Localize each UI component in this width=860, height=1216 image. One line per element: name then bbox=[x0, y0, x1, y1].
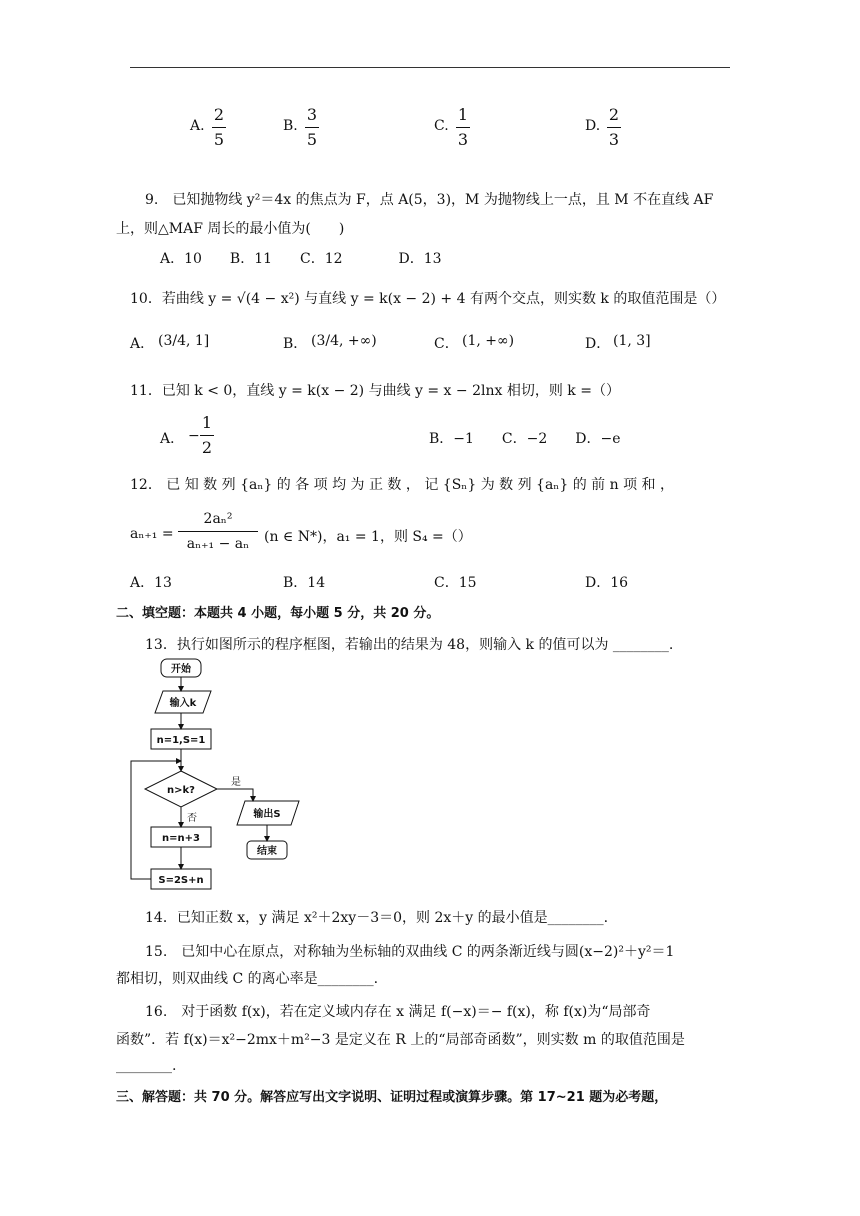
q10-option-b-value: (3/4, +∞) bbox=[311, 333, 377, 349]
denominator: 3 bbox=[457, 130, 469, 149]
q9-stem-line1: 9. 已知抛物线 y²＝4x 的焦点为 F，点 A(5，3)，M 为抛物线上一点，且 M 不在直线 AF bbox=[145, 192, 714, 208]
flow-condition-text: n>k? bbox=[167, 785, 195, 796]
q8-option-c-fraction bbox=[456, 106, 470, 149]
q10-option-a-value: (3/4, 1] bbox=[158, 333, 210, 349]
q9-options: A．10 B．11 C．12 D．13 bbox=[160, 251, 442, 267]
q15-stem-line2: 都相切，则双曲线 C 的离心率是________. bbox=[116, 971, 379, 987]
q12-option-d: D．16 bbox=[585, 575, 629, 591]
numerator: 1 bbox=[201, 413, 213, 432]
flow-start-text: 开始 bbox=[171, 664, 191, 675]
q11-option-a-sign: − bbox=[188, 428, 200, 444]
q13-stem: 13．执行如图所示的程序框图，若输出的结果为 48，则输入 k 的值可以为 ________. bbox=[145, 637, 674, 653]
q8-option-c-label: C. bbox=[434, 118, 449, 134]
denominator: 5 bbox=[306, 130, 318, 149]
q8-option-d-fraction bbox=[607, 106, 621, 149]
q16-stem-line1: 16. 对于函数 f(x)，若在定义域内存在 x 满足 f(−x)＝− f(x)，称 f(x)为“局部奇 bbox=[145, 1004, 651, 1020]
q12-formula-tail: (n ∈ N*)，a₁ = 1，则 S₄ =（） bbox=[264, 529, 472, 545]
q16-stem-line3: ________. bbox=[116, 1058, 177, 1074]
q12-stem-line1: 12． 已 知 数 列 {aₙ} 的 各 项 均 为 正 数 ， 记 {Sₙ} 为 数 列 {aₙ} 的 前 n 项 和 ， bbox=[130, 477, 674, 493]
denominator: 2 bbox=[201, 438, 213, 457]
q11-stem: 11．已知 k < 0，直线 y = k(x − 2) 与曲线 y = x − 2lnx 相切，则 k =（） bbox=[130, 383, 620, 399]
q14-stem: 14．已知正数 x，y 满足 x²＋2xy－3＝0，则 2x＋y 的最小值是________. bbox=[145, 910, 609, 926]
q11-options-rest: B．−1 C．−2 D．−e bbox=[429, 431, 621, 447]
q10-option-d-value: (1, 3] bbox=[613, 333, 651, 349]
denominator: aₙ₊₁ − aₙ bbox=[186, 536, 250, 552]
section-2-heading: 二、填空题：本题共 4 小题，每小题 5 分，共 20 分。 bbox=[116, 606, 440, 621]
q8-option-a-fraction bbox=[212, 106, 226, 149]
q10-option-d-label: D． bbox=[585, 336, 611, 352]
denominator: 5 bbox=[213, 130, 225, 149]
q16-stem-line2: 函数”．若 f(x)＝x²−2mx＋m²−3 是定义在 R 上的“局部奇函数”，则实数 m 的取值范围是 bbox=[116, 1032, 685, 1048]
q12-option-a: A．13 bbox=[130, 575, 172, 591]
q8-option-a-label: A. bbox=[190, 118, 205, 134]
q12-option-c: C．15 bbox=[434, 575, 477, 591]
header-rule bbox=[130, 67, 730, 68]
flow-output-text: 输出S bbox=[253, 809, 281, 820]
flow-loop-back-line bbox=[131, 761, 181, 879]
q11-option-a-fraction bbox=[200, 414, 214, 457]
q11-option-a-label: A． bbox=[160, 431, 185, 447]
q10-option-c-label: C． bbox=[434, 336, 459, 352]
numerator: 2 bbox=[213, 105, 225, 124]
flow-step2-text: S=2S+n bbox=[158, 875, 204, 886]
q12-formula-lhs: aₙ₊₁ = bbox=[130, 526, 174, 542]
flow-input-text: 输入k bbox=[169, 698, 197, 709]
numerator: 1 bbox=[457, 105, 469, 124]
q10-option-b-label: B． bbox=[283, 336, 308, 352]
q9-stem-line2: 上，则△MAF 周长的最小值为( ) bbox=[116, 221, 345, 237]
section-3-heading: 三、解答题：共 70 分。解答应写出文字说明、证明过程或演算步骤。第 17~21 题为必考题， bbox=[116, 1090, 668, 1105]
flow-step1-text: n=n+3 bbox=[162, 833, 200, 844]
q8-option-b-label: B. bbox=[283, 118, 298, 134]
q13-flowchart bbox=[125, 655, 310, 895]
q12-option-b: B．14 bbox=[283, 575, 326, 591]
flow-end-text: 结束 bbox=[257, 846, 277, 857]
q10-option-a-label: A． bbox=[130, 336, 155, 352]
q10-stem: 10．若曲线 y = √(4 − x²) 与直线 y = k(x − 2) + 4 有两个交点，则实数 k 的取值范围是（） bbox=[130, 291, 726, 307]
q12-formula-fraction bbox=[178, 510, 258, 553]
numerator: 3 bbox=[306, 105, 318, 124]
flow-no-label: 否 bbox=[187, 813, 197, 824]
q8-option-d-label: D. bbox=[585, 118, 601, 134]
denominator: 3 bbox=[608, 130, 620, 149]
flow-init-text: n=1,S=1 bbox=[156, 735, 206, 746]
numerator: 2aₙ² bbox=[203, 511, 233, 527]
flow-yes-label: 是 bbox=[231, 777, 241, 788]
q15-stem-line1: 15. 已知中心在原点，对称轴为坐标轴的双曲线 C 的两条渐近线与圆(x−2)²＋y²＝1 bbox=[145, 944, 675, 960]
numerator: 2 bbox=[608, 105, 620, 124]
q8-option-b-fraction bbox=[305, 106, 319, 149]
q10-option-c-value: (1, +∞) bbox=[462, 333, 515, 349]
